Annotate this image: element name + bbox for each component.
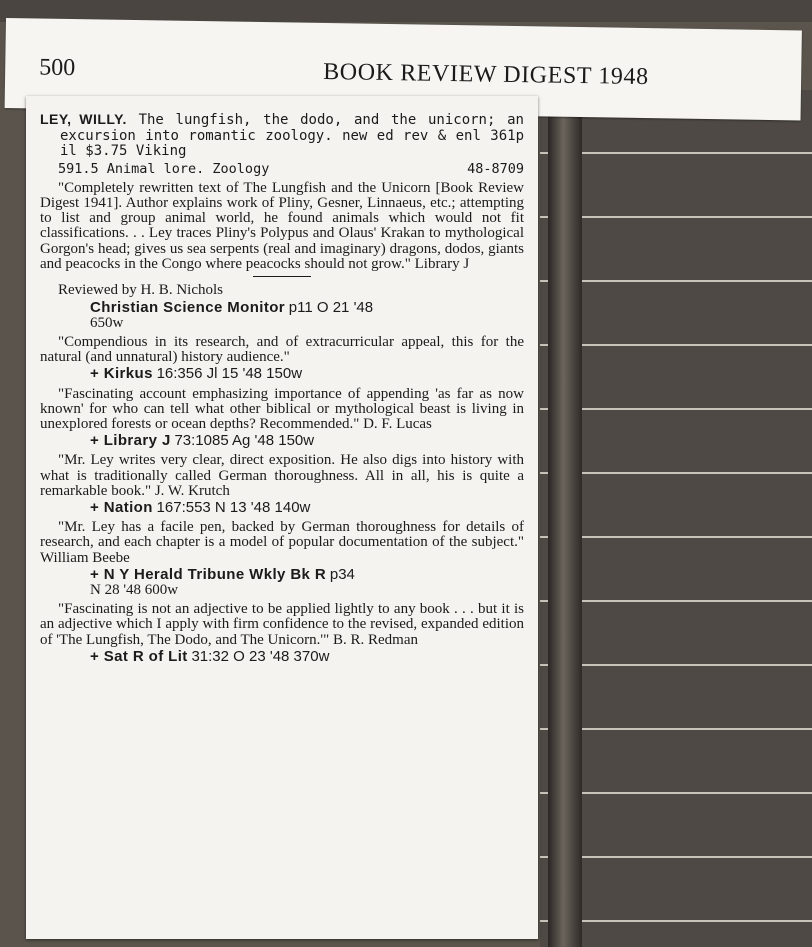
review-citation [40, 366, 524, 382]
review-entry [40, 112, 524, 665]
citation-source: Christian Science Monitor [90, 298, 286, 316]
review-citation [40, 567, 524, 583]
classification-line [40, 162, 524, 177]
citation-source: + Kirkus [90, 365, 153, 383]
citation-detail: p34 [329, 565, 355, 583]
citation-detail: 167:553 N 13 '48 140w [156, 499, 311, 517]
entry-heading [40, 112, 524, 160]
review-quote: "Mr. Ley writes very clear, direct exposition. He also digs into history with what is traditionally called German thoroughness. All in all, his is quite a remarkable book." J. W. Krutch [40, 452, 524, 499]
divider [253, 276, 311, 278]
book-title: The lungfish, the dodo, and the unicorn; an excursion into romantic zoology. new ed rev & enl 361p il $3.75 Viking [60, 112, 524, 159]
review-quote: "Mr. Ley has a facile pen, backed by German thoroughness for details of research, and each chapter is a model of popular documentation of the subject." William Beebe [40, 519, 524, 566]
book-spine [548, 90, 582, 947]
reviewer-line: Reviewed by H. B. Nichols [58, 282, 223, 299]
citation-detail: 73:1085 Ag '48 150w [174, 432, 315, 450]
class-number: 591.5 Animal lore. Zoology [58, 160, 270, 177]
author-name: LEY, WILLY. [40, 111, 127, 127]
review-quote: "Fascinating is not an adjective to be applied lightly to any book . . . but it is an adjective which I apply with firm confidence to the revised, expanded edition of 'The Lungfish, The Dodo, and The Unicorn.'" B. R. Redman [40, 601, 524, 648]
review-citation [40, 300, 524, 316]
background-top-band [0, 0, 812, 22]
review-quote: "Compendious in its research, and of extracurricular appeal, this for the natural (and unnatural) history audience." [40, 334, 524, 366]
citation-detail: 16:356 Jl 15 '48 150w [156, 365, 303, 383]
running-title: BOOK REVIEW DIGEST 1948 [322, 58, 649, 91]
citation-source: + Nation [90, 499, 153, 517]
review-citation [40, 433, 524, 449]
citation-source: + Sat R of Lit [90, 647, 188, 665]
review-citation [40, 649, 524, 665]
citation-detail: 31:32 O 23 '48 370w [191, 647, 330, 665]
summary-text: "Completely rewritten text of The Lungfish and the Unicorn [Book Review Digest 1941]. Author explains work of Pliny, Gesner, Linnaeus, etc.; attempting to list and group animal world, he found animals which would not fit classifications. . . Ley traces Pliny's Polypus and Olaus' Krakan to mythological Gorgon's head; gives us sea serpents (real and imaginary) dragons, dodos, giants and peacocks in the Congo where peacocks should not grow." Library J [40, 179, 524, 272]
page-number: 500 [39, 54, 76, 82]
review-quote: "Fascinating account emphasizing importance of appending 'as far as now known' for who can tell what other biblical or mythological beast is living in unexplored forests or ocean depths? Recommended." D. F. Lucas [40, 385, 524, 433]
citation-detail: p11 O 21 '48 [288, 298, 374, 316]
citation-source: + Library J [90, 432, 171, 450]
citation-continued: 650w [90, 314, 124, 331]
lc-number: 48-8709 [467, 160, 524, 177]
review-citation [40, 500, 524, 516]
citation-source: + N Y Herald Tribune Wkly Bk R [90, 565, 327, 583]
citation-continued: N 28 '48 600w [90, 582, 179, 599]
review-clipping [26, 96, 538, 939]
